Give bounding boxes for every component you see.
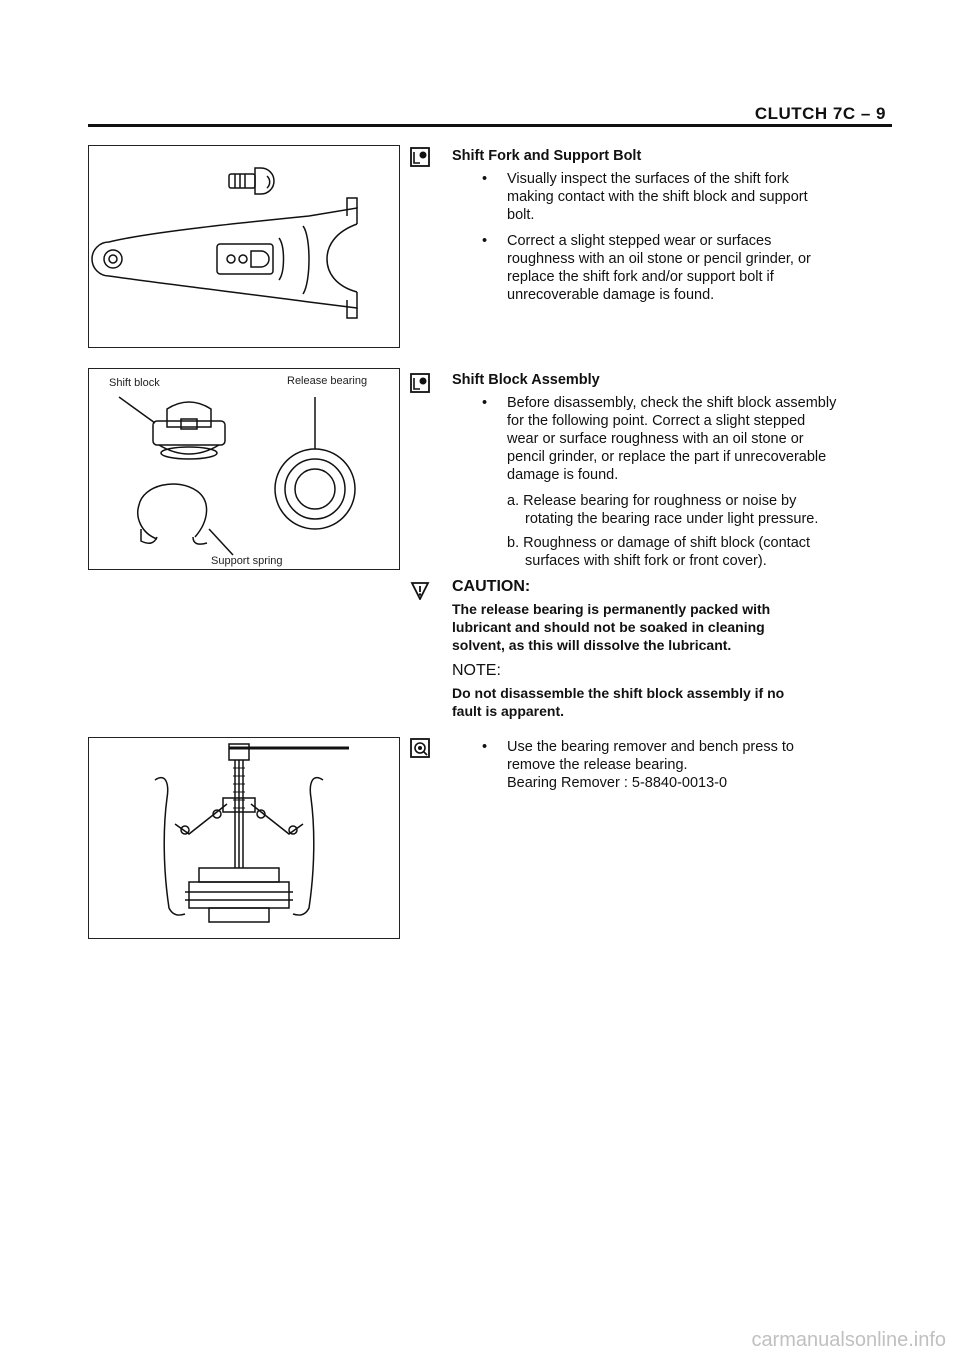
- bearing-remover-figure: [88, 737, 400, 939]
- block-b-line: b. Roughness or damage of shift block (contact: [507, 535, 811, 551]
- watermark: carmanualsonline.info: [751, 1329, 946, 1351]
- bullet-dot: •: [482, 739, 488, 755]
- block-b1-line: for the following point. Correct a slight stepped: [507, 413, 806, 429]
- bearing-remover-drawing: [89, 738, 399, 938]
- block-section-title: Shift Block Assembly: [452, 372, 600, 388]
- block-b1-line: Before disassembly, check the shift block assembly: [507, 395, 837, 411]
- fork-b2-line: roughness with an oil stone or pencil grinder, or: [507, 251, 811, 267]
- header-rule: [88, 124, 892, 127]
- block-b1-line: pencil grinder, or replace the part if unrecoverable: [507, 449, 827, 465]
- note-title: NOTE:: [452, 662, 501, 679]
- fork-b2-line: replace the shift fork and/or support bolt if: [507, 269, 774, 285]
- block-item-a: [507, 492, 907, 528]
- bullet-dot: •: [482, 171, 488, 187]
- shift-fork-drawing: [89, 146, 399, 346]
- support-spring-label: Support spring: [211, 555, 283, 567]
- removal-tool-icon: [410, 738, 430, 758]
- block-bullet-1: [482, 394, 902, 486]
- block-a-line: a. Release bearing for roughness or noise by: [507, 493, 797, 509]
- block-b1-line: wear or surface roughness with an oil stone or: [507, 431, 804, 447]
- page-title: CLUTCH 7C – 9: [754, 104, 886, 123]
- inspect-icon: [410, 373, 430, 393]
- remove-b1-line: remove the release bearing.: [507, 757, 688, 773]
- caution-text: [452, 600, 892, 654]
- caution-icon: [410, 580, 430, 600]
- caution-line: solvent, as this will dissolve the lubricant.: [452, 637, 732, 653]
- fork-b1-line: Visually inspect the surfaces of the shift fork: [507, 171, 789, 187]
- shift-block-label: Shift block: [109, 377, 160, 389]
- remove-b1-line: Use the bearing remover and bench press to: [507, 739, 794, 755]
- bullet-dot: •: [482, 395, 488, 411]
- block-b1-line: damage is found.: [507, 467, 619, 483]
- note-line: Do not disassemble the shift block assembly if no: [452, 685, 785, 701]
- shift-block-drawing: [89, 369, 399, 569]
- fork-bullet-1: [482, 170, 902, 226]
- shift-block-figure: [88, 368, 400, 570]
- fork-b2-line: Correct a slight stepped wear or surfaces: [507, 233, 772, 249]
- page-header: [88, 104, 888, 128]
- fork-section-title: Shift Fork and Support Bolt: [452, 148, 642, 164]
- inspect-icon: [410, 147, 430, 167]
- bearing-remover-tool: Bearing Remover : 5-8840-0013-0: [507, 775, 728, 791]
- fork-bullet-2: [482, 232, 902, 306]
- shift-fork-figure: [88, 145, 400, 348]
- fork-b1-line: making contact with the shift block and support: [507, 189, 808, 205]
- caution-line: The release bearing is permanently packed with: [452, 601, 771, 617]
- fork-b2-line: unrecoverable damage is found.: [507, 287, 715, 303]
- remove-bullet-1: [482, 738, 902, 794]
- caution-title: CAUTION:: [452, 578, 531, 595]
- caution-line: lubricant and should not be soaked in cleaning: [452, 619, 765, 635]
- block-a-line: rotating the bearing race under light pressure.: [525, 511, 819, 527]
- block-item-b: [507, 534, 907, 570]
- release-bearing-label: Release bearing: [287, 375, 368, 387]
- bullet-dot: •: [482, 233, 488, 249]
- note-text: [452, 684, 892, 720]
- note-line: fault is apparent.: [452, 703, 565, 719]
- fork-b1-line: bolt.: [507, 207, 535, 223]
- block-b-line: surfaces with shift fork or front cover).: [525, 553, 767, 569]
